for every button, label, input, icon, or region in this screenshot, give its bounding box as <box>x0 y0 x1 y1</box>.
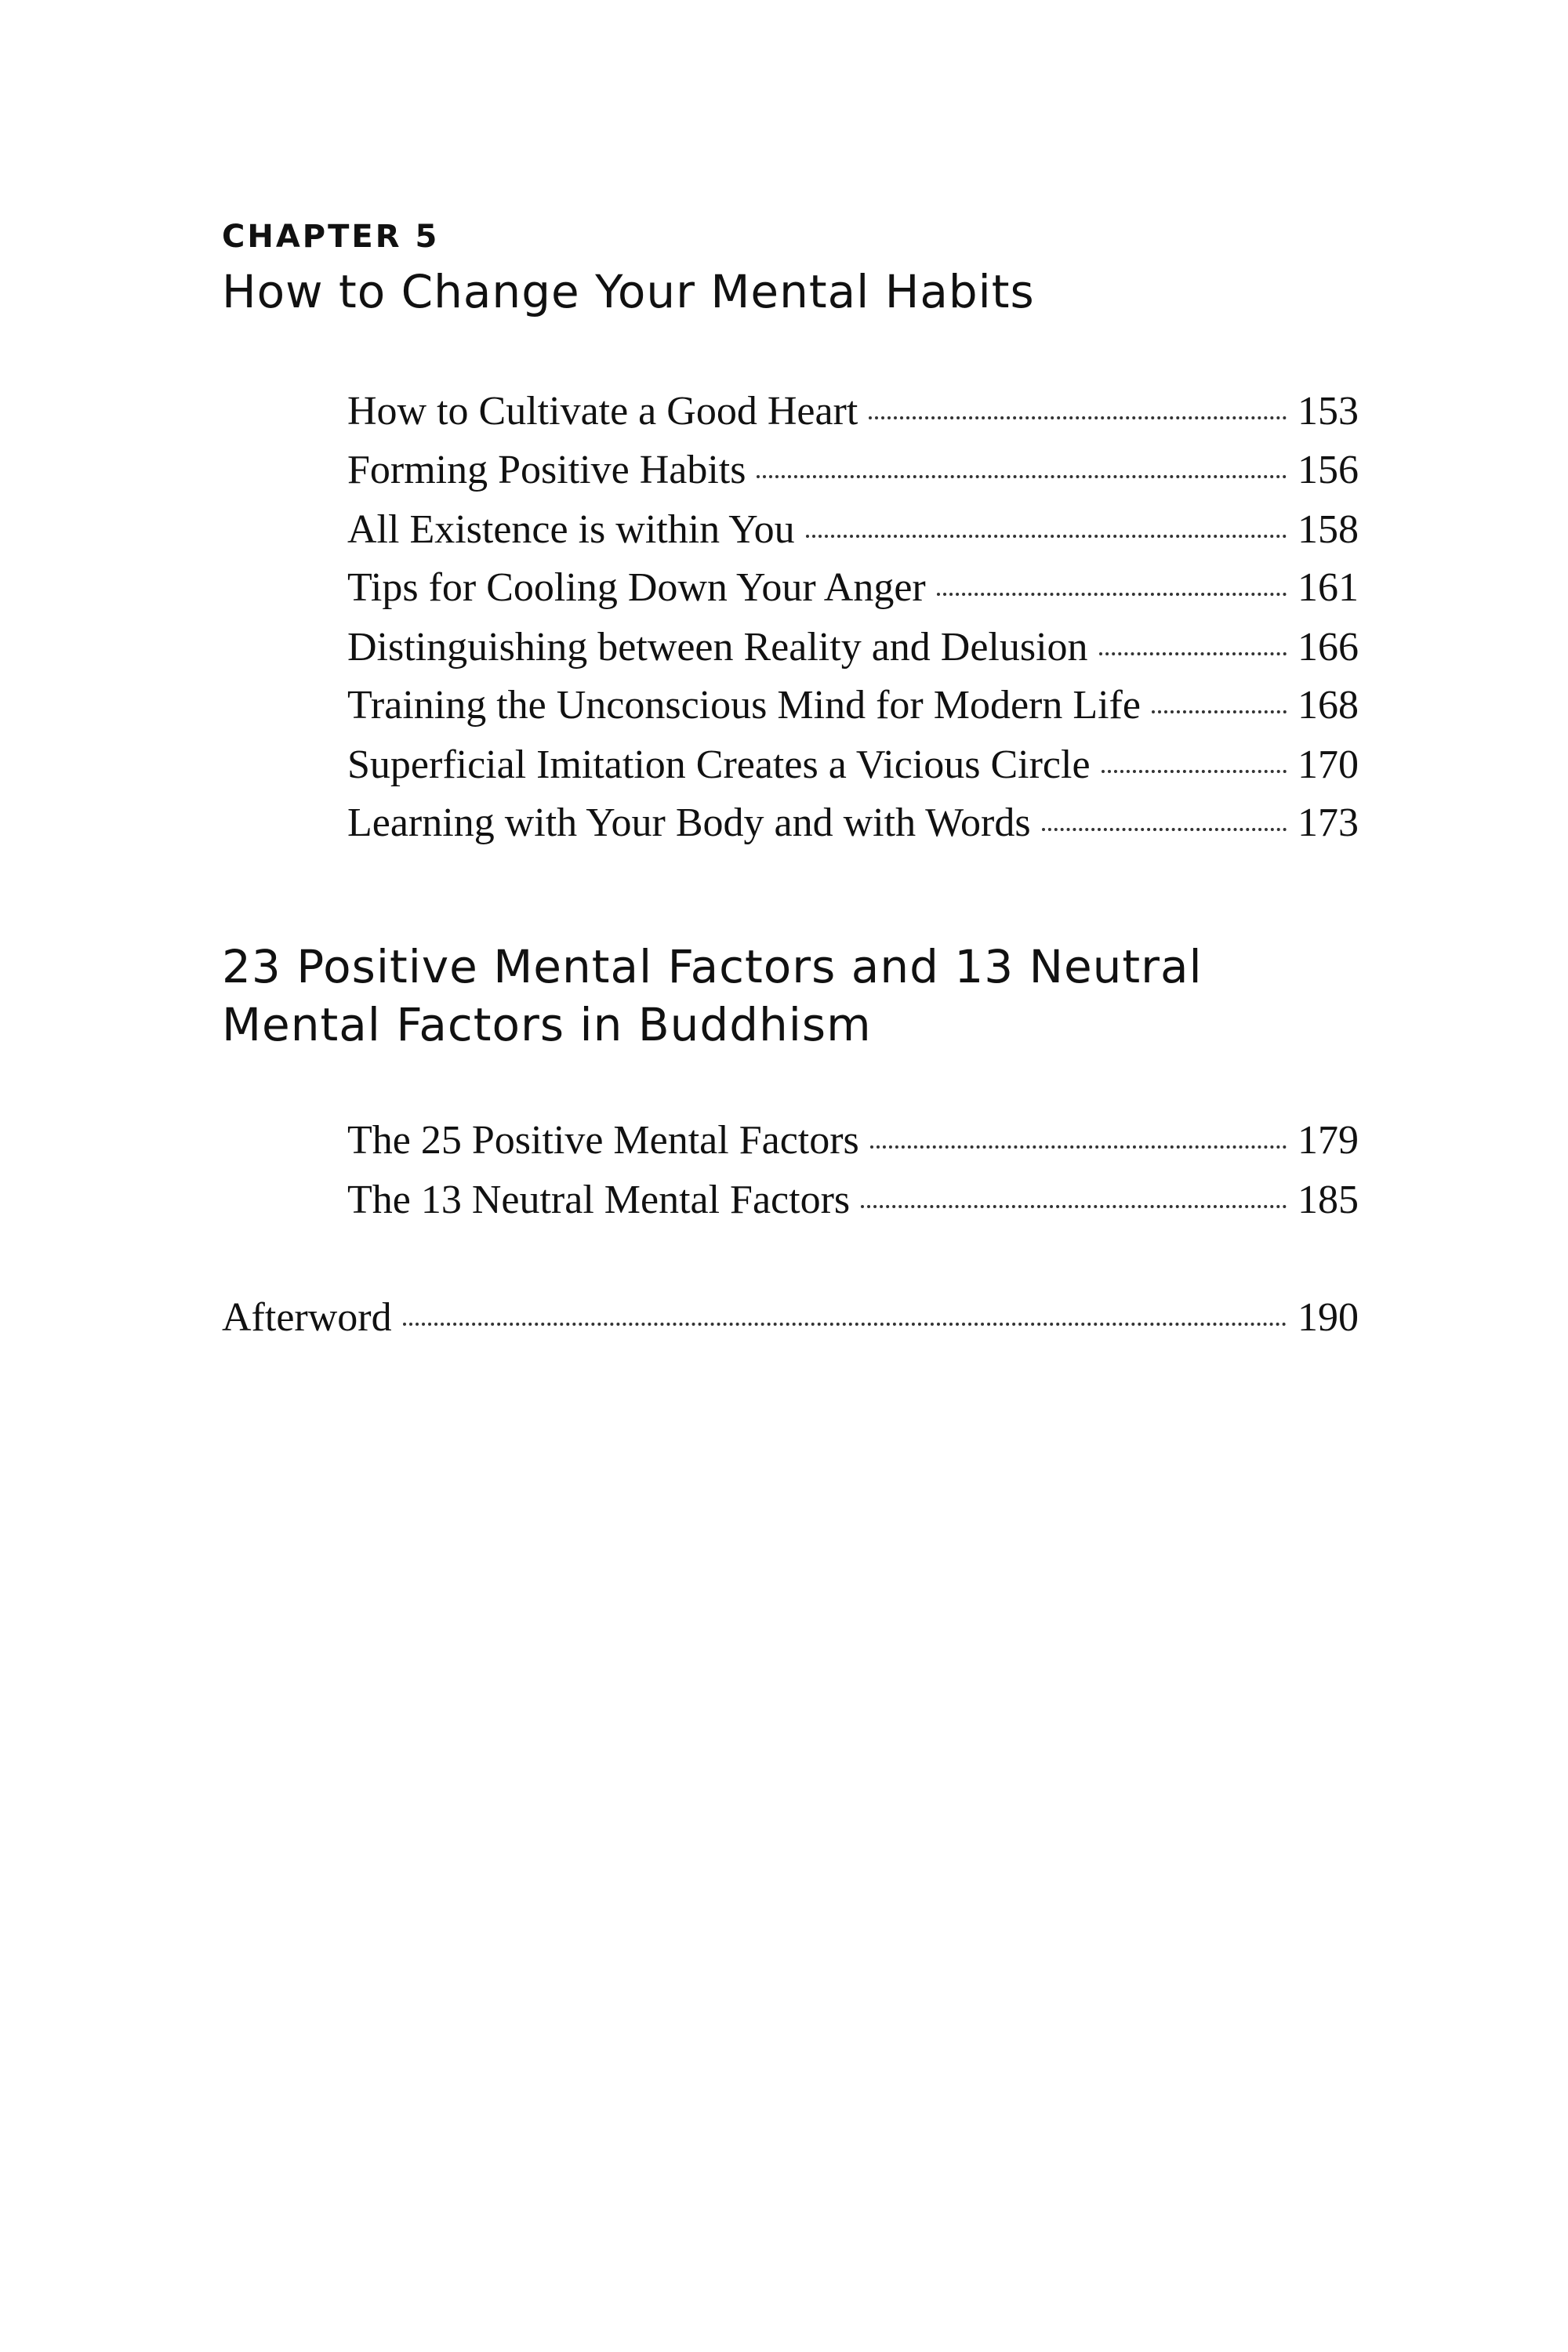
toc-entry-title: Tips for Cooling Down Your Anger <box>347 565 926 610</box>
chapter-title: How to Change Your Mental Habits <box>222 265 1035 318</box>
toc-entry-afterword[interactable] <box>222 1294 1359 1342</box>
appendix-title-line-2: Mental Factors in Buddhism <box>222 998 872 1051</box>
toc-entry-title: Training the Unconscious Mind for Modern Life <box>347 683 1141 728</box>
toc-entry-title: Forming Positive Habits <box>347 448 746 492</box>
dot-leader <box>403 1323 1287 1326</box>
dot-leader <box>757 475 1287 478</box>
dot-leader <box>1152 710 1287 713</box>
dot-leader <box>1102 770 1287 773</box>
dot-leader <box>869 416 1287 419</box>
toc-entry-page: 166 <box>1298 625 1359 670</box>
toc-entry[interactable] <box>347 1116 1359 1165</box>
toc-entry-title: All Existence is within You <box>347 507 795 552</box>
toc-entry-page: 161 <box>1298 565 1359 610</box>
toc-entry-title: Distinguishing between Reality and Delusion <box>347 625 1088 670</box>
toc-entry-page: 168 <box>1298 683 1359 728</box>
appendix-title <box>222 938 1203 1054</box>
dot-leader <box>861 1205 1287 1208</box>
toc-entry[interactable] <box>347 741 1359 789</box>
toc-entry[interactable] <box>347 446 1359 495</box>
toc-entry-title: Afterword <box>222 1295 392 1340</box>
toc-entry-page: 153 <box>1298 389 1359 434</box>
toc-entry[interactable] <box>347 799 1359 848</box>
toc-entry-title: The 13 Neutral Mental Factors <box>347 1178 851 1222</box>
toc-entry-title: Learning with Your Body and with Words <box>347 800 1031 845</box>
appendix-title-line-1: 23 Positive Mental Factors and 13 Neutral <box>222 940 1203 993</box>
toc-entry-title: Superficial Imitation Creates a Vicious Circle <box>347 742 1091 787</box>
dot-leader <box>1042 828 1287 831</box>
toc-entry[interactable] <box>347 623 1359 672</box>
toc-entry-page: 158 <box>1298 507 1359 552</box>
toc-entry-page: 190 <box>1298 1295 1359 1340</box>
dot-leader <box>870 1145 1287 1149</box>
dot-leader <box>937 593 1287 596</box>
toc-entry[interactable] <box>347 506 1359 554</box>
chapter-label: CHAPTER 5 <box>222 219 440 255</box>
toc-entry[interactable] <box>347 387 1359 436</box>
toc-entry-page: 156 <box>1298 448 1359 492</box>
toc-entry-title: How to Cultivate a Good Heart <box>347 389 858 434</box>
toc-entry-page: 179 <box>1298 1118 1359 1163</box>
toc-entry[interactable] <box>347 1176 1359 1225</box>
toc-entry[interactable] <box>347 681 1359 730</box>
toc-entry[interactable] <box>347 564 1359 612</box>
toc-entry-page: 170 <box>1298 742 1359 787</box>
dot-leader <box>806 535 1287 538</box>
toc-entry-title: The 25 Positive Mental Factors <box>347 1118 859 1163</box>
toc-entry-page: 173 <box>1298 800 1359 845</box>
toc-entry-page: 185 <box>1298 1178 1359 1222</box>
dot-leader <box>1099 652 1287 655</box>
